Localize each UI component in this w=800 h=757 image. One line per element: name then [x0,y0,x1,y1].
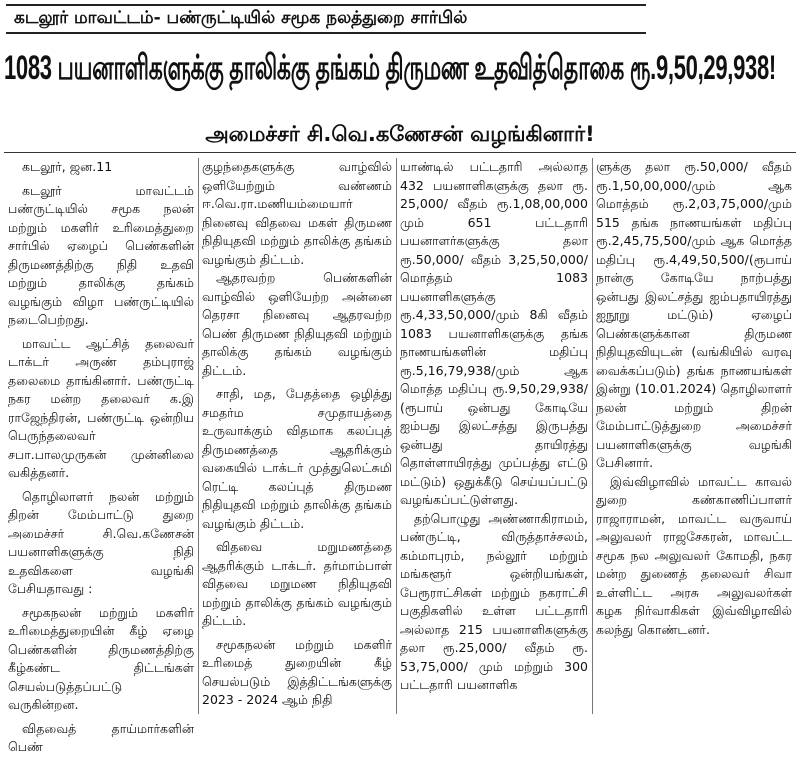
paragraph: சாதி, மத, பேதத்தை ஒழித்து சமதர்ம சமுதாயத்தை உருவாக்கும் விதமாக கலப்புத் திருமணத்தை ஆதரிக்கும் வகையில் டாக்டர் முத்துலெட்சுமி ரெட்டி கலப்புத் திருமண நிதியுதவி மற்றும் தாலிக்கு தங்கம் வழங்கும் திட்டம். [202,386,392,531]
paragraph: விதவைத் தாய்மார்களின் பெண் [8,720,194,754]
paragraph: ளுக்கு தலா ரூ.50,000/ வீதம் ரூ.1,50,00,000/மும் ஆக மொத்தம் ரூ.2,03,75,000/மும் 515 தங்க நாணயங்கள் மதிப்பு ரூ.2,45,75,500/மும் ஆக மொத்த மதிப்பு ரூ.4,49,50,500/(ரூபாய் நான்கு கோடியே நாற்பத்து ஒன்பது இலட்சத்து ஐம்பதாயிரத்து ஐநூறு மட்டும்) ஏழைப் பெண்களுக்கான திருமண நிதியுதவியுடன் (வங்கியில் வரவு வைக்கப்படும்) தங்க நாணயங்கள் இன்று (10.01.2024) தொழிலாளர் நலன் மற்றும் திறன் மேம்பாட்டுத்துறை அமைச்சர் பயனாளிகளுக்கு வழங்கி பேசினார். [596,159,792,470]
article-column-2 [202,158,392,714]
paragraph: சமூகநலன் மற்றும் மகளிர் உரிமைத்துறையின் கீழ் ஏழை பெண்களின் திருமணத்திற்கு கீழ்கண்ட திட்டங்கள் செயல்படுத்தப்பட்டு வருகின்றன. [8,604,194,712]
article-column-1 [8,158,194,754]
article-column-3 [400,158,588,714]
paragraph: தொழிலாளர் நலன் மற்றும் திறன் மேம்பாட்டு துறை அமைச்சர் சி.வெ.கணேசன் பயனாளிகளுக்கு நிதி உதவிகளை வழங்கி பேசியதாவது : [8,488,194,596]
kicker: கடலூர் மாவட்டம்- பண்ருட்டியில் சமூக நலத்துறை சார்பில் [6,4,646,34]
column-divider [592,158,593,714]
dateline: கடலூர், ஜன.11 [22,159,113,174]
paragraph: விதவை மறுமணத்தை ஆதரிக்கும் டாக்டர். தர்மாம்பாள் விதவை மறுமண நிதியுதவி மற்றும் தாலிக்கு தங்கம் வழங்கும் திட்டம். [202,539,392,628]
paragraph: மாவட்ட ஆட்சித் தலைவர் டாக்டர் அருண் தம்புராஜ் தலைமை தாங்கினார். பண்ருட்டி நகர மன்ற தலைவர் க.இ ராஜேந்திரன், பண்ருட்டி ஒன்றிய பெருந்தலைவர் சபா.பாலமுருகன் முன்னிலை வகித்தனர். [8,335,194,480]
subheadline: அமைச்சர் சி.வெ.கணேசன் வழங்கினார்! [205,122,595,146]
paragraph: கடலூர் மாவட்டம் பண்ருட்டியில் சமூக நலன் மற்றும் மகளிர் உரிமைத்துறை சார்பில் ஏழைப் பெண்களின் திருமணத்திற்கு நிதி உதவி மற்றும் தாலிக்கு தங்கம் வழங்கும் விழா பண்ருட்டியில் நடைபெற்றது. [8,182,194,327]
column-divider [198,158,199,714]
paragraph: குழந்தைகளுக்கு வாழ்வில் ஒளியேற்றும் வண்ணம் ஈ.வெ.ரா.மணியம்மையார் நினைவு விதவை மகள் திருமண நிதியுதவி மற்றும் தாலிக்கு தங்கம் வழங்கும் திட்டம். [202,159,392,267]
headline: 1083 பயனாளிகளுக்கு தாலிக்கு தங்கம் திருமண உதவித்தொகை ரூ.9,50,29,938! [4,48,776,87]
paragraph: யாண்டில் பட்டதாரி அல்லாத 432 பயனாளிகளுக்கு தலா ரூ. 25,000/ வீதம் ரூ.1,08,00,000 மும் 651 பட்டதாரி பயனாளர்களுக்கு தலா ரூ.50,000/ வீதம் 3,25,50,000/ மொத்தம் 1083 பயனாளிகளுக்கு ரூ.4,33,50,000/மும் 8கி வீதம் 1083 பயனாளிகளுக்கு தங்க நாணயங்களின் மதிப்பு ரூ.5,16,79,938/மும் ஆக மொத்த மதிப்பு ரூ.9,50,29,938/ (ரூபாய் ஒன்பது கோடியே ஐம்பது இலட்சத்து இருபத்து ஒன்பது தாயிரத்து தொள்ளாயிரத்து முப்பத்து எட்டு மட்டும்) ஒதுக்கீடு செய்யப்பட்டு வழங்கப்பட்டுள்ளது. [400,159,588,507]
paragraph: சமூகநலன் மற்றும் மகளிர் உரிமைத் துறையின் கீழ் செயல்படும் இத்திட்டங்களுக்கு 2023 - 2024 ஆம் நிதி [202,636,392,707]
paragraph: தற்பொழுது அண்ணாகிராமம், பண்ருட்டி, விருத்தாச்சலம், கம்மாபுரம், நல்லூர் மற்றும் மங்களூர் ஒன்றியங்கள், பேரூராட்சிகள் மற்றும் நகராட்சி பகுதிகளில் உள்ள பட்டதாரி அல்லாத 215 பயனாளிகளுக்கு தலா ரூ.25,000/ வீதம் ரூ. 53,75,000/ மும் மற்றும் 300 பட்டதாரி பயனாளிக [400,510,588,692]
column-divider [396,158,397,714]
article-column-4 [596,158,792,714]
divider [4,152,796,153]
paragraph: ஆதரவற்ற பெண்களின் வாழ்வில் ஒளியேற்ற அன்னை தெரசா நினைவு ஆதரவற்ற பெண் திருமண நிதியுதவி மற்றும் தாலிக்கு தங்கம் வழங்கும் திட்டம். [202,270,392,378]
paragraph: இவ்விழாவில் மாவட்ட காவல் துறை கண்காணிப்பாளர் ராஜாராமன், மாவட்ட வருவாய் அலுவலர் ராஜசேகரன், மாவட்ட சமூக நல அலுவலர் கோமதி, நகர மன்ற துணைத் தலைவர் சிவா உள்ளிட்ட அரசு அலுவலர்கள் கழக நிர்வாகிகள் இவ்விழாவில் கலந்து கொண்டனர். [596,473,792,637]
